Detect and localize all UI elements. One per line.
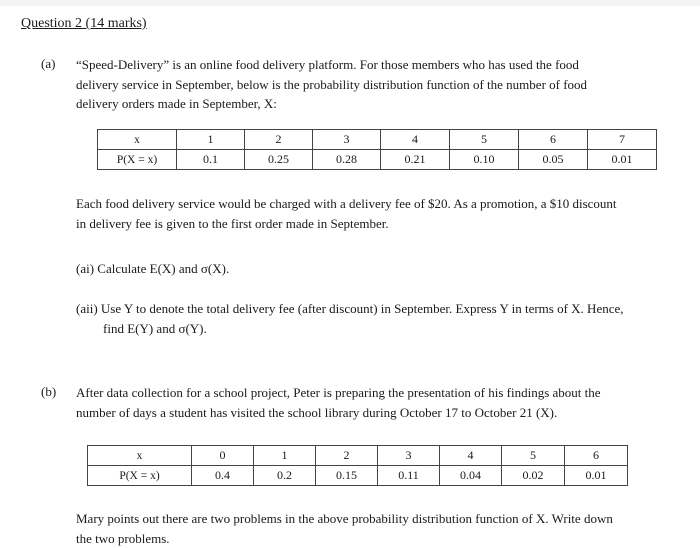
mary-line: Mary points out there are two problems in the above probability distribution function of X. Write down: [76, 509, 676, 529]
x-value-cell: 2: [245, 130, 313, 150]
mary-paragraph: [76, 509, 676, 548]
part-b-label: (b): [41, 384, 56, 400]
aii-line: find E(Y) and σ(Y).: [76, 319, 676, 339]
p-header-cell: P(X = x): [98, 150, 177, 170]
p-value-cell: 0.1: [177, 150, 245, 170]
p-value-cell: 0.11: [378, 466, 440, 486]
x-value-cell: 3: [313, 130, 381, 150]
question-title: Question 2 (14 marks): [21, 16, 147, 32]
p-value-cell: 0.01: [588, 150, 657, 170]
x-value-cell: 1: [177, 130, 245, 150]
x-value-cell: 1: [254, 446, 316, 466]
part-a-intro-line: delivery service in September, below is the probability distribution function of the number of food: [76, 75, 676, 95]
p-value-cell: 0.21: [381, 150, 450, 170]
x-value-cell: 2: [316, 446, 378, 466]
question-ai: (ai) Calculate E(X) and σ(X).: [76, 259, 656, 279]
p-value-cell: 0.2: [254, 466, 316, 486]
x-value-cell: 3: [378, 446, 440, 466]
p-value-cell: 0.4: [192, 466, 254, 486]
fee-line: in delivery fee is given to the first order made in September.: [76, 214, 676, 234]
p-value-cell: 0.04: [440, 466, 502, 486]
part-a-intro-line: delivery orders made in September, X:: [76, 94, 676, 114]
p-value-cell: 0.02: [502, 466, 565, 486]
x-value-cell: 5: [502, 446, 565, 466]
p-value-cell: 0.25: [245, 150, 313, 170]
part-b-intro: [76, 383, 676, 422]
p-value-cell: 0.15: [316, 466, 378, 486]
question-aii: [76, 299, 676, 338]
x-header-cell: x: [88, 446, 192, 466]
mary-line: the two problems.: [76, 529, 676, 548]
part-a-intro-line: “Speed-Delivery” is an online food delivery platform. For those members who has used the food: [76, 55, 676, 75]
part-a-intro: [76, 55, 676, 114]
x-value-cell: 7: [588, 130, 657, 150]
p-value-cell: 0.10: [450, 150, 519, 170]
x-value-cell: 0: [192, 446, 254, 466]
p-value-cell: 0.05: [519, 150, 588, 170]
x-value-cell: 6: [519, 130, 588, 150]
p-header-cell: P(X = x): [88, 466, 192, 486]
fee-line: Each food delivery service would be charged with a delivery fee of $20. As a promotion, a $10 discount: [76, 194, 676, 214]
x-header-cell: x: [98, 130, 177, 150]
p-value-cell: 0.01: [565, 466, 628, 486]
x-value-cell: 6: [565, 446, 628, 466]
table-row: [88, 446, 628, 466]
x-value-cell: 5: [450, 130, 519, 150]
part-a-distribution-table: [97, 129, 657, 170]
table-row: [98, 150, 657, 170]
part-b-intro-line: After data collection for a school project, Peter is preparing the presentation of his findings about the: [76, 383, 676, 403]
part-b-distribution-table: [87, 445, 628, 486]
x-value-cell: 4: [381, 130, 450, 150]
top-border: [0, 0, 700, 6]
aii-line: (aii) Use Y to denote the total delivery fee (after discount) in September. Express Y in terms of X. Hence,: [76, 299, 676, 319]
table-row: [88, 466, 628, 486]
part-a-label: (a): [41, 56, 55, 72]
p-value-cell: 0.28: [313, 150, 381, 170]
fee-paragraph: [76, 194, 676, 233]
part-b-intro-line: number of days a student has visited the school library during October 17 to October 21 (X).: [76, 403, 676, 423]
table-row: [98, 130, 657, 150]
x-value-cell: 4: [440, 446, 502, 466]
